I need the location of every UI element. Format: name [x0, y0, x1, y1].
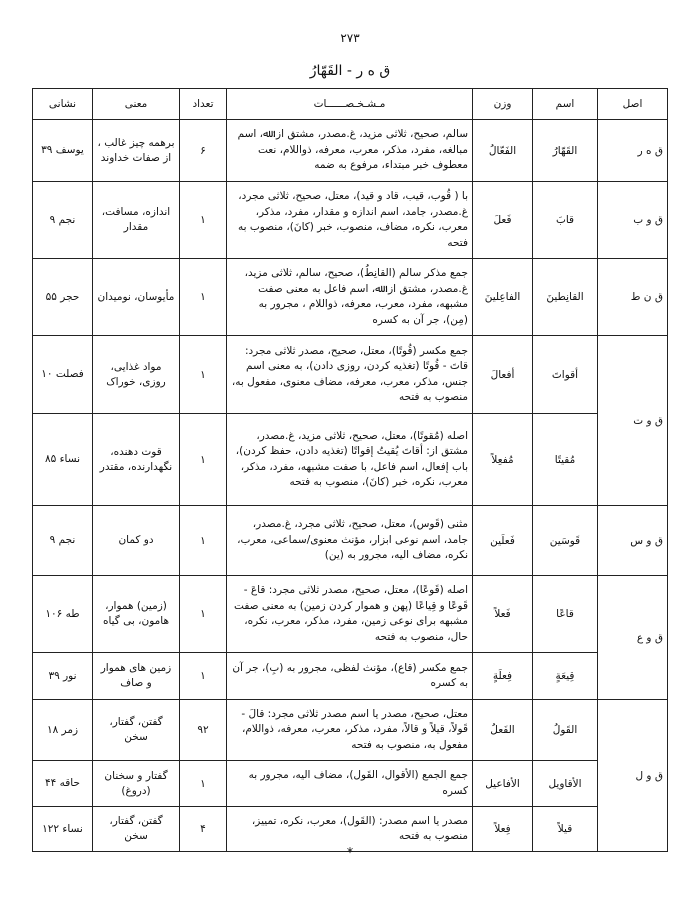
table-header-row [33, 89, 668, 120]
table-row [33, 506, 668, 576]
cell-moshakhasat: معتل، صحیح، مصدر یا اسم مصدر ثلاثی مجرد: قالَ - قَولاً، قیلاً و قالاً، مفرد، مذکر، معرب، معرفه، ذواللام، مفعول به، منصوب به فتحه [227, 700, 473, 761]
cell-mana: مأیوسان، نومیدان [93, 259, 180, 336]
cell-mana: گفتار و سخنان (دروغ) [93, 761, 180, 807]
header-moshakhasat: مـشـخـصــــــات [227, 89, 473, 120]
cell-esm: قاعًا [533, 576, 598, 653]
cell-neshani: فصلت ۱۰ [33, 336, 93, 414]
cell-mana: برهمه چیز غالب ، از صفات خداوند [93, 120, 180, 182]
page-number: ۲۷۳ [340, 31, 360, 45]
cell-tedad: ۱ [180, 506, 227, 576]
cell-neshani: نجم ۹ [33, 182, 93, 259]
cell-mana: گفتن، گفتار، سخن [93, 700, 180, 761]
cell-mana: زمین های هموار و صاف [93, 653, 180, 700]
cell-mana: اندازه، مسافت، مقدار [93, 182, 180, 259]
cell-moshakhasat: جمع مکسر (قاع)، مؤنث لفظی، مجرور به (بِ)، جر آن به کسره [227, 653, 473, 700]
table-row [33, 120, 668, 182]
cell-mana: دو کمان [93, 506, 180, 576]
table-row [33, 761, 668, 807]
cell-tedad: ۱ [180, 414, 227, 506]
header-tedad: تعداد [180, 89, 227, 120]
cell-vazn: فِعلَةٍ [473, 653, 533, 700]
cell-moshakhasat: جمع الجمع (الأقوال، القَول)، مضاف الیه، مجرور به کسره [227, 761, 473, 807]
cell-neshani: زمر ۱۸ [33, 700, 93, 761]
cell-vazn: الأفاعیل [473, 761, 533, 807]
table-row [33, 259, 668, 336]
cell-neshani: نور ۳۹ [33, 653, 93, 700]
cell-moshakhasat: مثنی (قَوس)، معتل، صحیح، ثلاثی مجرد، غ.مصدر، جامد، اسم نوعی ابزار، مؤنث معنوی/سماعی، معرب، نکره، مضاف الیه، مجرور به (ین) [227, 506, 473, 576]
cell-neshani: نجم ۹ [33, 506, 93, 576]
cell-mana: گفتن، گفتار، سخن [93, 807, 180, 852]
cell-mana: مواد غذایی، روزی، خوراک [93, 336, 180, 414]
lexicon-table [32, 88, 668, 852]
header-vazn: وزن [473, 89, 533, 120]
cell-moshakhasat: جمع مکسر (قُوتًا)، معتل، صحیح، مصدر ثلاثی مجرد: قاتَ - قُوتًا (تغذیه کردن، روزی دادن)، به معنی اسم جنس، مذکر، معرب، معرفه، مضاف معنوی، مفعول به، منصوب به فتحه [227, 336, 473, 414]
cell-neshani: نساء ۱۲۲ [33, 807, 93, 852]
cell-moshakhasat: سالم، صحیح، ثلاثی مزید، غ.مصدر، مشتق از: ﷲ، اسم مبالغه، مفرد، مذکر، معرب، معرفه، ذواللام، نعت معطوف خبر مبتداء، مرفوع به ضمه [227, 120, 473, 182]
cell-neshani: حاقه ۴۴ [33, 761, 93, 807]
cell-moshakhasat: با ( قُوب، قیب، قاد و قید)، معتل، صحیح، ثلاثی مجرد، غ.مصدر، جامد، اسم اندازه و مقدار، مفرد، مذکر، معرب، نکره، مضاف، منصوب، خبر (کانَ)، منصوب به فتحه [227, 182, 473, 259]
table-row [33, 700, 668, 761]
cell-neshani: نساء ۸۵ [33, 414, 93, 506]
cell-asl: ق و ع [598, 576, 668, 700]
cell-tedad: ۴ [180, 807, 227, 852]
cell-asl: ق و ت [598, 336, 668, 506]
table-row [33, 576, 668, 653]
table-row [33, 653, 668, 700]
cell-esm: قِیعَةٍ [533, 653, 598, 700]
cell-vazn: فَعلَ [473, 182, 533, 259]
cell-esm: قَوسَین [533, 506, 598, 576]
cell-esm: القانِطینَ [533, 259, 598, 336]
header-esm: اسم [533, 89, 598, 120]
table-row [33, 336, 668, 414]
cell-asl: ق و س [598, 506, 668, 576]
cell-moshakhasat: جمع مذکر سالم (القانِطُ)، صحیح، سالم، ثلاثی مزید، غ.مصدر، مشتق از: ﷲ، اسم فاعل به معنی صفت مشبهه، مفرد، معرب، معرفه، ذواللام ، مجرور به (مِن)، جر آن به کسره [227, 259, 473, 336]
cell-vazn: الفَعّالُ [473, 120, 533, 182]
footer-mark: * [346, 846, 354, 861]
cell-asl: ق ن ط [598, 259, 668, 336]
cell-neshani: حجر ۵۵ [33, 259, 93, 336]
cell-tedad: ۹۲ [180, 700, 227, 761]
cell-mana: (زمین) هموار، هامون، بی گیاه [93, 576, 180, 653]
cell-esm: قیلاً [533, 807, 598, 852]
cell-moshakhasat: مصدر یا اسم مصدر: (القَول)، معرب، نکره، تمییز، منصوب به فتحه [227, 807, 473, 852]
cell-esm: القَولُ [533, 700, 598, 761]
table-row [33, 807, 668, 852]
cell-esm: القَهّارُ [533, 120, 598, 182]
cell-neshani: یوسف ۳۹ [33, 120, 93, 182]
cell-moshakhasat: اصله (قَوعًا)، معتل، صحیح، مصدر ثلاثی مجرد: قاعَ - قَوعًا و قِیاعًا (پهن و هموار کردن زمین) به معنی صفت مشبهه برای نوعی زمین، مفرد، مذکر، معرب، نکره، حال، منصوب به فتحه [227, 576, 473, 653]
cell-tedad: ۱ [180, 182, 227, 259]
cell-vazn: فِعلاً [473, 807, 533, 852]
cell-asl: ق و ل [598, 700, 668, 852]
cell-vazn: الفَعلُ [473, 700, 533, 761]
table-row [33, 182, 668, 259]
header-neshani: نشانی [33, 89, 93, 120]
cell-asl: ق ه ر [598, 120, 668, 182]
cell-asl: ق و ب [598, 182, 668, 259]
header-asl: اصل [598, 89, 668, 120]
cell-vazn: الفاعِلینَ [473, 259, 533, 336]
header-mana: معنی [93, 89, 180, 120]
cell-tedad: ۱ [180, 336, 227, 414]
cell-tedad: ۱ [180, 576, 227, 653]
cell-vazn: أفعالَ [473, 336, 533, 414]
cell-mana: قوت دهنده، نگهدارنده، مقتدر [93, 414, 180, 506]
cell-vazn: فَعلَین [473, 506, 533, 576]
cell-neshani: طه ۱۰۶ [33, 576, 93, 653]
cell-esm: مُقیتًا [533, 414, 598, 506]
cell-tedad: ۱ [180, 653, 227, 700]
cell-vazn: فَعلاً [473, 576, 533, 653]
cell-moshakhasat: اصله (مُقوتًا)، معتل، صحیح، ثلاثی مزید، غ.مصدر، مشتق از: أقاتَ یُقیتُ إقواتًا (تغذیه دادن، حفظ کردن)، باب إفعال، اسم فاعل، با صفت مشبهه، مفرد، مذکر، معرب، نکره، خبر (کانَ)، منصوب به فتحه [227, 414, 473, 506]
cell-tedad: ۱ [180, 259, 227, 336]
table-row [33, 414, 668, 506]
page-title: ق ه ر - القَهّارُ [309, 63, 391, 79]
cell-tedad: ۶ [180, 120, 227, 182]
cell-esm: الأقاویل [533, 761, 598, 807]
cell-tedad: ۱ [180, 761, 227, 807]
cell-vazn: مُفعِلاً [473, 414, 533, 506]
cell-esm: أقواتَ [533, 336, 598, 414]
cell-esm: قابَ [533, 182, 598, 259]
